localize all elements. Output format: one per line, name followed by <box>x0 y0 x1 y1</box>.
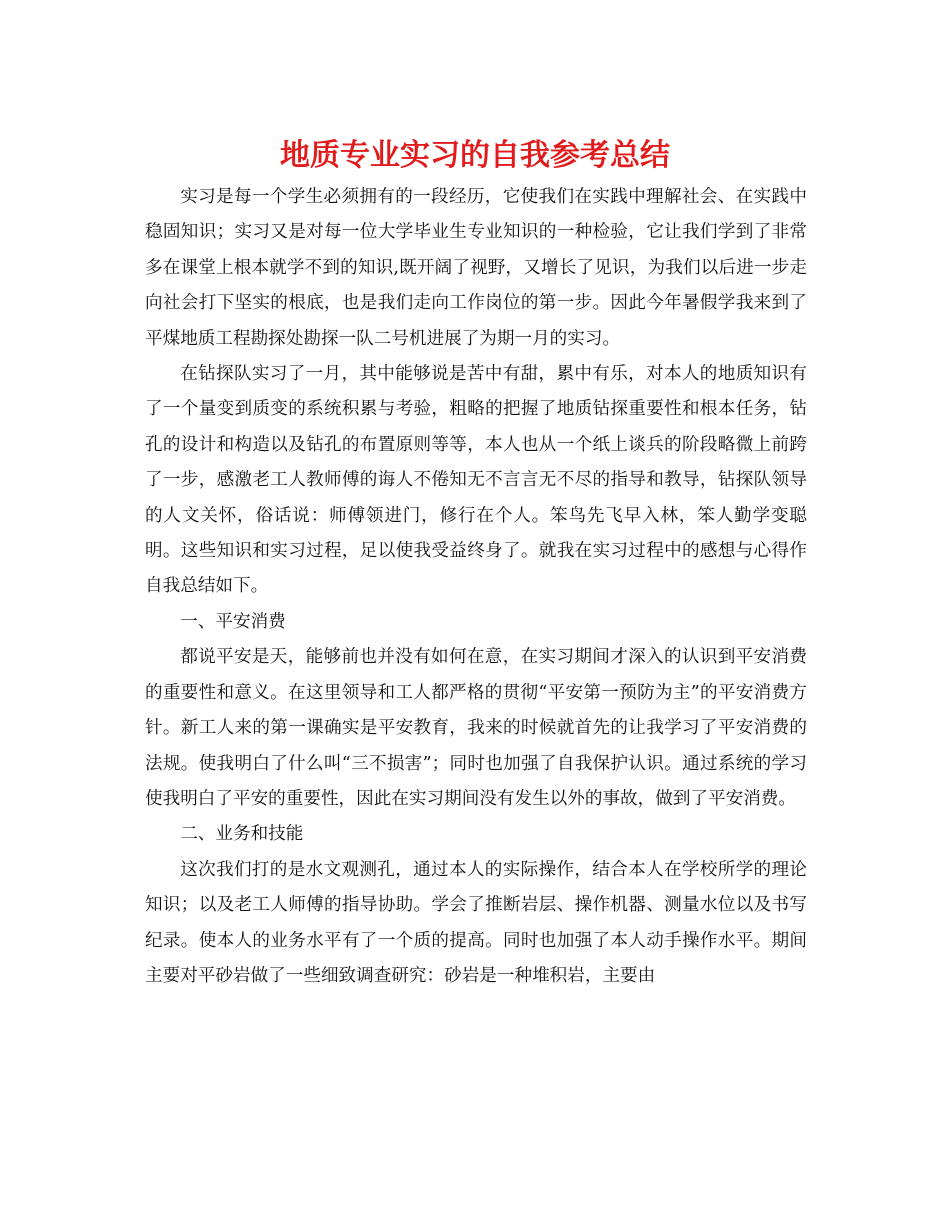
section-heading-skills: 二、业务和技能 <box>180 824 304 845</box>
document-body <box>145 180 807 994</box>
paragraph-intro: 实习是每一个学生必须拥有的一段经历，它使我们在实践中理解社会、在实践中稳固知识；实习又是对每一位大学毕业生专业知识的一种检验，它让我们学到了非常多在课堂上根本就学不到的知识,既开阔了视野，又增长了见识，为我们以后进一步走向社会打下坚实的根底，也是我们走向工作岗位的第一步。因此今年暑假学我来到了平煤地质工程勘探处勘探一队二号机进展了为期一月的实习。 <box>145 187 807 349</box>
paragraph-drilling-team: 在钻探队实习了一月，其中能够说是苦中有甜，累中有乐，对本人的地质知识有了一个量变到质变的系统积累与考验，粗略的把握了地质钻探重要性和根本任务，钻孔的设计和构造以及钻孔的布置原则等等，本人也从一个纸上谈兵的阶段略微上前跨了一步，感激老工人教师傅的诲人不倦知无不言言无不尽的指导和教导，钻探队领导的人文关怀，俗话说：师傅领进门，修行在个人。笨鸟先飞早入林，笨人勤学变聪明。这些知识和实习过程，足以使我受益终身了。就我在实习过程中的感想与心得作自我总结如下。 <box>145 364 807 597</box>
section-heading-safety: 一、平安消费 <box>180 611 286 632</box>
section-text-safety: 都说平安是天，能够前也并没有如何在意，在实习期间才深入的认识到平安消费的重要性和意义。在这里领导和工人都严格的贯彻“平安第一预防为主”的平安消费方针。新工人来的第一课确实是平安教育，我来的时候就首先的让我学习了平安消费的法规。使我明白了什么叫“三不损害”；同时也加强了自我保护认识。通过系统的学习使我明白了平安的重要性，因此在实习期间没有发生以外的事故，做到了平安消费。 <box>145 647 807 809</box>
section-text-skills: 这次我们打的是水文观测孔，通过本人的实际操作，结合本人在学校所学的理论知识；以及老工人师傅的指导协助。学会了推断岩层、操作机器、测量水位以及书写纪录。使本人的业务水平有了一个质的提高。同时也加强了本人动手操作水平。期间主要对平砂岩做了一些细致调查研究：砂岩是一种堆积岩，主要由 <box>145 859 807 986</box>
document-title: 地质专业实习的自我参考总结 <box>280 138 670 173</box>
